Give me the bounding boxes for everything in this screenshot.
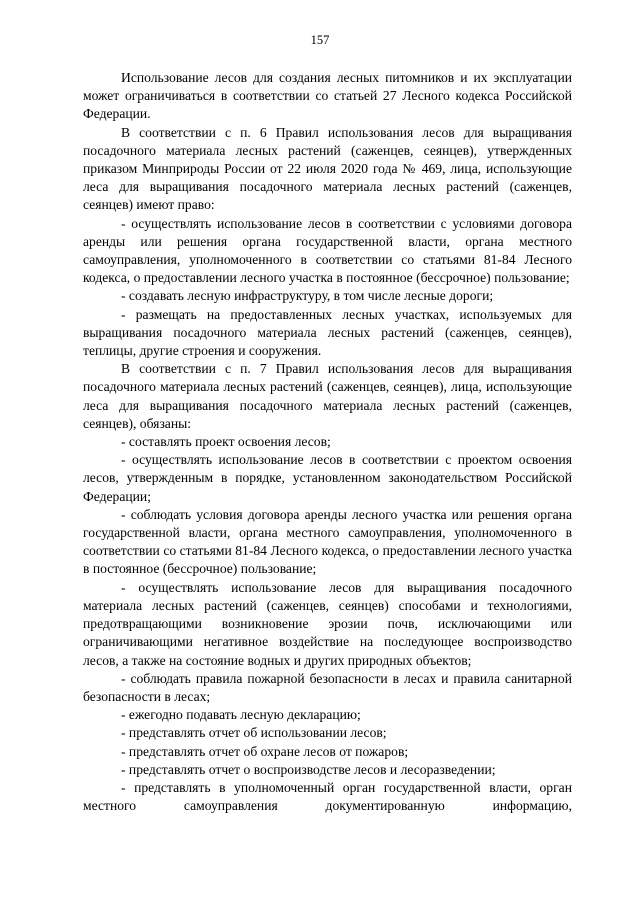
paragraph-forest-nurseries: Использование лесов для создания лесных питомников и их эксплуатации может ограничиваться в соответствии со статьей 27 Лесного кодекса Российской Федерации.: [83, 70, 572, 122]
page-number: 157: [310, 33, 330, 47]
duty-item-methods: - осуществлять использование лесов для выращивания посадочного материала лесных растений (саженцев, сеянцев) способами и технологиями, предотвращающими возникновение эрозии почв, исключающими или ограничивающими негативное воздействие на последующее воспроизводство лесов, а также на состояние водных и других природных объектов;: [83, 579, 572, 668]
duty-item-lease-terms: - соблюдать условия договора аренды лесного участка или решения органа государственной власти, органа местного самоуправления, уполномоченного в соответствии со статьями 81-84 Лесного кодекса, о предоставлении лесного участка в постоянное (бессрочное) пользование;: [83, 506, 572, 577]
duty-item-use-per-project: - осуществлять использование лесов в соответствии с проектом освоения лесов, утвержденным в порядке, установленном законодательством Российской Федерации;: [83, 452, 572, 504]
duty-item-declaration: - ежегодно подавать лесную декларацию;: [121, 707, 361, 723]
duty-item-project: - составлять проект освоения лесов;: [121, 434, 331, 450]
duty-item-fire-report: - представлять отчет об охране лесов от пожаров;: [121, 743, 409, 759]
paragraph-rule-7-intro: В соответствии с п. 7 Правил использования лесов для выращивания посадочного материала лесных растений (саженцев, сеянцев), лица, использующие леса для выращивания посадочного материала лесных растений (саженцев, сеянцев), обязаны:: [83, 361, 572, 431]
paragraph-rule-6-intro: В соответствии с п. 6 Правил использования лесов для выращивания посадочного материала лесных растений (саженцев, сеянцев), утвержденных приказом Минприроды России от 22 июля 2020 года № 469, лица, использующие леса для выращивания посадочного материала лесных растений (саженцев, сеянцев) имеют право:: [83, 124, 572, 213]
right-item-infrastructure: - создавать лесную инфраструктуру, в том числе лесные дороги;: [121, 288, 494, 304]
right-item-use-forests: - осуществлять использование лесов в соответствии с условиями договора аренды или решения органа государственной власти, органа местного самоуправления, уполномоченного в соответствии со статьями 81-84 Лесного кодекса, о предоставлении лесного участка в постоянное (бессрочное) пользование;: [83, 215, 572, 286]
document-body: [83, 69, 572, 815]
duty-item-usage-report: - представлять отчет об использовании лесов;: [121, 725, 387, 741]
duty-item-information: - представлять в уполномоченный орган государственной власти, орган местного самоуправления документированную информацию,: [83, 779, 572, 814]
right-item-greenhouses: - размещать на предоставленных лесных участках, используемых для выращивания посадочного материала лесных растений (саженцев, сеянцев), теплицы, другие строения и сооружения.: [83, 306, 572, 359]
duty-item-fire-safety: - соблюдать правила пожарной безопасности в лесах и правила санитарной безопасности в лесах;: [83, 670, 572, 704]
duty-item-reproduction-report: - представлять отчет о воспроизводстве лесов и лесоразведении;: [121, 761, 496, 777]
